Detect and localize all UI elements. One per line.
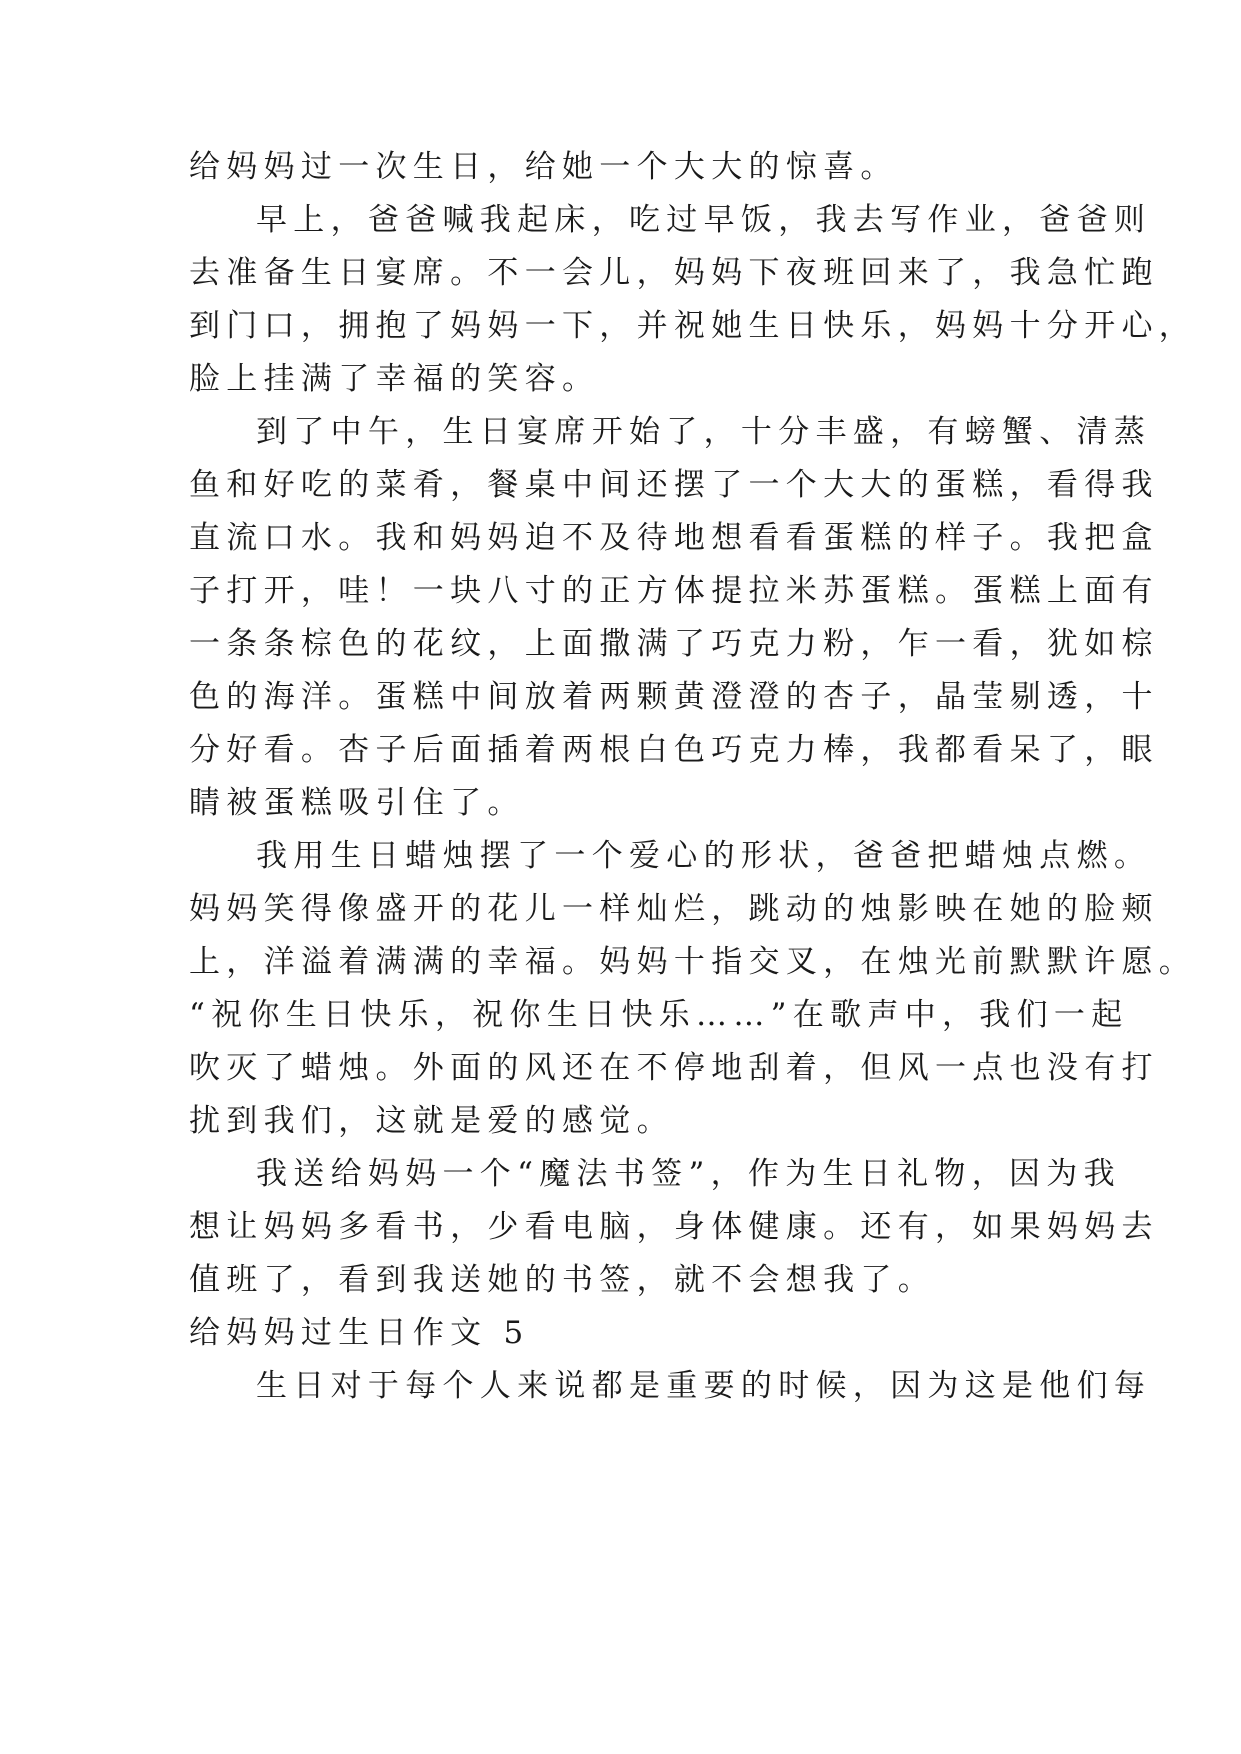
text-line: 子打开，哇！一块八寸的正方体提拉米苏蛋糕。蛋糕上面有 bbox=[189, 573, 1159, 609]
paragraph-first-line: 生日对于每个人来说都是重要的时候，因为这是他们每 bbox=[256, 1368, 1152, 1404]
paragraph-first-line: 我用生日蜡烛摆了一个爱心的形状，爸爸把蜡烛点燃。 bbox=[256, 838, 1152, 874]
text-line: “祝你生日快乐，祝你生日快乐……”在歌声中，我们一起 bbox=[189, 997, 1129, 1033]
text-line: 去准备生日宴席。不一会儿，妈妈下夜班回来了，我急忙跑 bbox=[189, 255, 1159, 291]
text-line: 吹灭了蜡烛。外面的风还在不停地刮着，但风一点也没有打 bbox=[189, 1050, 1159, 1086]
paragraph-first-line: 早上，爸爸喊我起床，吃过早饭，我去写作业，爸爸则 bbox=[256, 202, 1152, 238]
text-line: 分好看。杏子后面插着两根白色巧克力棒，我都看呆了，眼 bbox=[189, 732, 1159, 768]
text-line: 扰到我们，这就是爱的感觉。 bbox=[189, 1103, 674, 1139]
text-line: 上，洋溢着满满的幸福。妈妈十指交叉，在烛光前默默许愿。 bbox=[189, 944, 1197, 980]
text-line: 到门口，拥抱了妈妈一下，并祝她生日快乐，妈妈十分开心， bbox=[189, 308, 1197, 344]
essay-heading: 给妈妈过生日作文 5 bbox=[189, 1315, 530, 1351]
text-line: 妈妈笑得像盛开的花儿一样灿烂，跳动的烛影映在她的脸颊 bbox=[189, 891, 1159, 927]
text-line: 给妈妈过一次生日，给她一个大大的惊喜。 bbox=[189, 149, 898, 185]
paragraph-first-line: 我送给妈妈一个“魔法书签”，作为生日礼物，因为我 bbox=[256, 1156, 1121, 1192]
text-line: 想让妈妈多看书，少看电脑，身体健康。还有，如果妈妈去 bbox=[189, 1209, 1159, 1245]
paragraph-first-line: 到了中午，生日宴席开始了，十分丰盛，有螃蟹、清蒸 bbox=[256, 414, 1152, 450]
text-line: 值班了，看到我送她的书签，就不会想我了。 bbox=[189, 1262, 935, 1298]
text-line: 睛被蛋糕吸引住了。 bbox=[189, 785, 525, 821]
text-line: 脸上挂满了幸福的笑容。 bbox=[189, 361, 600, 397]
text-line: 鱼和好吃的菜肴，餐桌中间还摆了一个大大的蛋糕，看得我 bbox=[189, 467, 1159, 503]
text-line: 色的海洋。蛋糕中间放着两颗黄澄澄的杏子，晶莹剔透，十 bbox=[189, 679, 1159, 715]
text-line: 直流口水。我和妈妈迫不及待地想看看蛋糕的样子。我把盒 bbox=[189, 520, 1159, 556]
text-line: 一条条棕色的花纹，上面撒满了巧克力粉，乍一看，犹如棕 bbox=[189, 626, 1159, 662]
